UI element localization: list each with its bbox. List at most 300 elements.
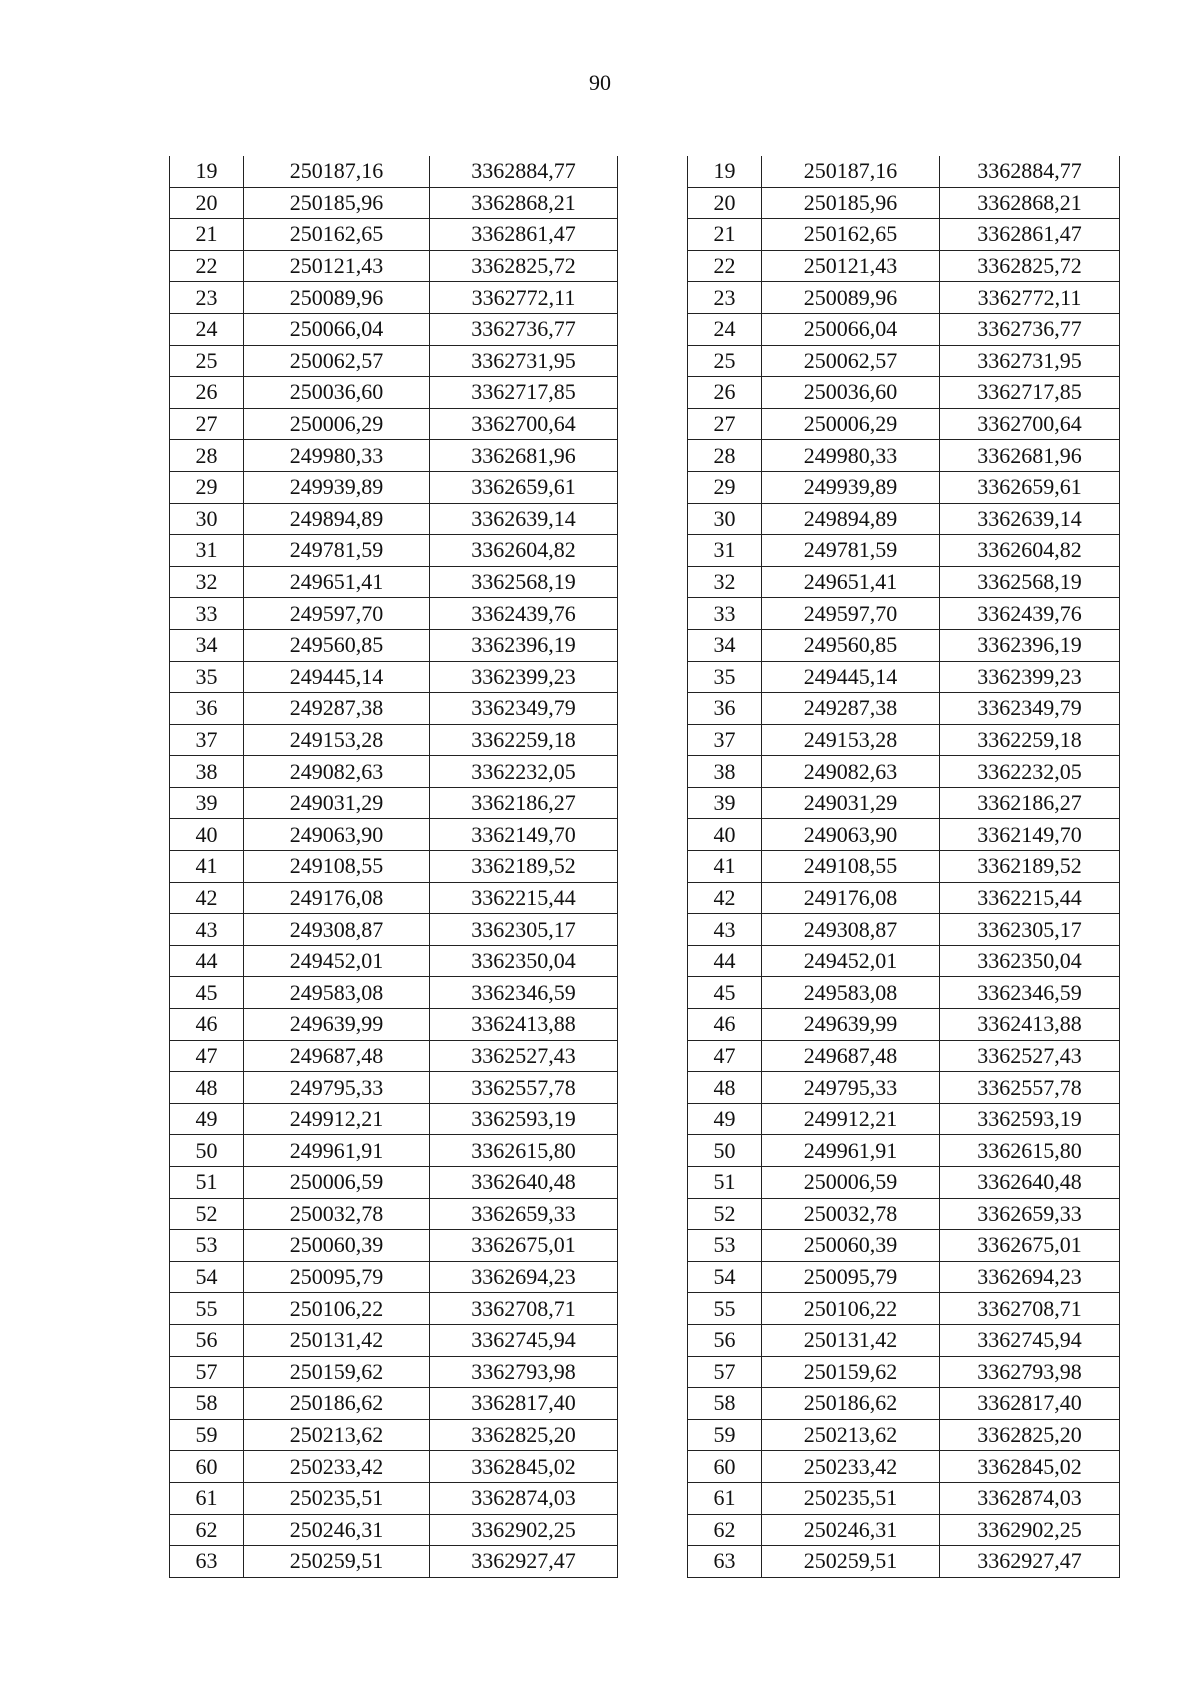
y-coordinate-cell: 3362736,77 [430,313,618,345]
x-coordinate-cell: 249795,33 [244,1072,430,1104]
point-number-cell: 39 [170,787,244,819]
point-number-cell: 63 [688,1546,762,1578]
x-coordinate-cell: 250187,16 [244,156,430,187]
point-number-cell: 54 [688,1261,762,1293]
x-coordinate-cell: 250259,51 [762,1546,940,1578]
y-coordinate-cell: 3362232,05 [940,756,1120,788]
y-coordinate-cell: 3362772,11 [430,282,618,314]
table-row [688,1293,1120,1325]
point-number-cell: 48 [170,1072,244,1104]
y-coordinate-cell: 3362259,18 [940,724,1120,756]
x-coordinate-cell: 250066,04 [762,313,940,345]
table-row [688,313,1120,345]
x-coordinate-cell: 250213,62 [762,1419,940,1451]
x-coordinate-cell: 249153,28 [244,724,430,756]
table-row [688,1419,1120,1451]
table-row [688,882,1120,914]
point-number-cell: 51 [688,1167,762,1199]
x-coordinate-cell: 249153,28 [762,724,940,756]
x-coordinate-cell: 249176,08 [762,882,940,914]
table-row [688,187,1120,219]
y-coordinate-cell: 3362874,03 [430,1482,618,1514]
point-number-cell: 31 [170,535,244,567]
table-row [170,882,618,914]
point-number-cell: 36 [170,693,244,725]
table-row [688,1103,1120,1135]
point-number-cell: 44 [688,945,762,977]
table-row [170,1040,618,1072]
y-coordinate-cell: 3362413,88 [430,1009,618,1041]
x-coordinate-cell: 249445,14 [244,661,430,693]
y-coordinate-cell: 3362593,19 [430,1103,618,1135]
table-row [688,945,1120,977]
x-coordinate-cell: 249583,08 [244,977,430,1009]
x-coordinate-cell: 250089,96 [762,282,940,314]
x-coordinate-cell: 250095,79 [762,1261,940,1293]
point-number-cell: 46 [170,1009,244,1041]
y-coordinate-cell: 3362700,64 [430,408,618,440]
point-number-cell: 61 [688,1482,762,1514]
y-coordinate-cell: 3362874,03 [940,1482,1120,1514]
table-row [170,156,618,187]
x-coordinate-cell: 250066,04 [244,313,430,345]
point-number-cell: 57 [688,1356,762,1388]
point-number-cell: 41 [688,851,762,883]
table-row [170,1072,618,1104]
table-row [170,819,618,851]
point-number-cell: 24 [688,313,762,345]
point-number-cell: 43 [170,914,244,946]
y-coordinate-cell: 3362527,43 [940,1040,1120,1072]
point-number-cell: 22 [688,250,762,282]
y-coordinate-cell: 3362215,44 [430,882,618,914]
point-number-cell: 25 [170,345,244,377]
table-row [688,282,1120,314]
y-coordinate-cell: 3362399,23 [430,661,618,693]
point-number-cell: 45 [170,977,244,1009]
table-row [170,535,618,567]
x-coordinate-cell: 250006,29 [244,408,430,440]
point-number-cell: 28 [170,440,244,472]
point-number-cell: 62 [688,1514,762,1546]
x-coordinate-cell: 249795,33 [762,1072,940,1104]
x-coordinate-cell: 249031,29 [244,787,430,819]
table-row [170,1261,618,1293]
y-coordinate-cell: 3362902,25 [940,1514,1120,1546]
y-coordinate-cell: 3362861,47 [430,219,618,251]
x-coordinate-cell: 250006,59 [244,1167,430,1199]
x-coordinate-cell: 249082,63 [244,756,430,788]
table-row [170,724,618,756]
y-coordinate-cell: 3362639,14 [430,503,618,535]
point-number-cell: 19 [170,156,244,187]
y-coordinate-cell: 3362615,80 [430,1135,618,1167]
table-row [170,345,618,377]
x-coordinate-cell: 250233,42 [244,1451,430,1483]
point-number-cell: 52 [688,1198,762,1230]
x-coordinate-cell: 250159,62 [244,1356,430,1388]
x-coordinate-cell: 250089,96 [244,282,430,314]
point-number-cell: 42 [170,882,244,914]
point-number-cell: 36 [688,693,762,725]
x-coordinate-cell: 250186,62 [244,1388,430,1420]
y-coordinate-cell: 3362604,82 [940,535,1120,567]
point-number-cell: 48 [688,1072,762,1104]
x-coordinate-cell: 250131,42 [762,1324,940,1356]
x-coordinate-cell: 250259,51 [244,1546,430,1578]
y-coordinate-cell: 3362568,19 [430,566,618,598]
x-coordinate-cell: 249063,90 [244,819,430,851]
x-coordinate-cell: 250060,39 [762,1230,940,1262]
point-number-cell: 53 [688,1230,762,1262]
x-coordinate-cell: 249961,91 [762,1135,940,1167]
x-coordinate-cell: 249560,85 [244,629,430,661]
y-coordinate-cell: 3362349,79 [430,693,618,725]
coordinates-table-right-body [688,156,1120,1577]
y-coordinate-cell: 3362349,79 [940,693,1120,725]
table-row [688,1135,1120,1167]
y-coordinate-cell: 3362640,48 [430,1167,618,1199]
point-number-cell: 29 [688,471,762,503]
table-row [170,313,618,345]
point-number-cell: 26 [170,377,244,409]
x-coordinate-cell: 249894,89 [762,503,940,535]
table-row [170,1514,618,1546]
point-number-cell: 57 [170,1356,244,1388]
y-coordinate-cell: 3362817,40 [940,1388,1120,1420]
y-coordinate-cell: 3362675,01 [940,1230,1120,1262]
table-row [688,440,1120,472]
point-number-cell: 53 [170,1230,244,1262]
table-row [170,1356,618,1388]
point-number-cell: 35 [170,661,244,693]
point-number-cell: 28 [688,440,762,472]
table-row [170,1388,618,1420]
point-number-cell: 46 [688,1009,762,1041]
table-row [170,566,618,598]
point-number-cell: 20 [170,187,244,219]
table-row [688,851,1120,883]
y-coordinate-cell: 3362186,27 [940,787,1120,819]
page-number: 90 [589,70,611,95]
y-coordinate-cell: 3362884,77 [430,156,618,187]
table-row [170,1135,618,1167]
y-coordinate-cell: 3362825,72 [940,250,1120,282]
y-coordinate-cell: 3362736,77 [940,313,1120,345]
point-number-cell: 27 [170,408,244,440]
table-row [170,661,618,693]
y-coordinate-cell: 3362745,94 [940,1324,1120,1356]
y-coordinate-cell: 3362772,11 [940,282,1120,314]
table-row [170,851,618,883]
y-coordinate-cell: 3362708,71 [430,1293,618,1325]
table-row [688,408,1120,440]
table-row [170,282,618,314]
y-coordinate-cell: 3362868,21 [940,187,1120,219]
point-number-cell: 60 [170,1451,244,1483]
point-number-cell: 34 [170,629,244,661]
table-row [170,1293,618,1325]
point-number-cell: 20 [688,187,762,219]
x-coordinate-cell: 250186,62 [762,1388,940,1420]
point-number-cell: 38 [688,756,762,788]
y-coordinate-cell: 3362659,33 [940,1198,1120,1230]
y-coordinate-cell: 3362694,23 [940,1261,1120,1293]
y-coordinate-cell: 3362884,77 [940,156,1120,187]
point-number-cell: 30 [170,503,244,535]
table-row [688,156,1120,187]
point-number-cell: 55 [170,1293,244,1325]
point-number-cell: 30 [688,503,762,535]
y-coordinate-cell: 3362413,88 [940,1009,1120,1041]
y-coordinate-cell: 3362189,52 [940,851,1120,883]
x-coordinate-cell: 250106,22 [762,1293,940,1325]
y-coordinate-cell: 3362717,85 [430,377,618,409]
point-number-cell: 49 [688,1103,762,1135]
coordinates-table-right [687,156,1120,1578]
point-number-cell: 58 [688,1388,762,1420]
y-coordinate-cell: 3362396,19 [430,629,618,661]
x-coordinate-cell: 249308,87 [762,914,940,946]
table-row [170,787,618,819]
table-row [688,787,1120,819]
table-row [170,1167,618,1199]
point-number-cell: 33 [688,598,762,630]
table-row [170,977,618,1009]
y-coordinate-cell: 3362568,19 [940,566,1120,598]
y-coordinate-cell: 3362396,19 [940,629,1120,661]
y-coordinate-cell: 3362694,23 [430,1261,618,1293]
y-coordinate-cell: 3362557,78 [940,1072,1120,1104]
table-row [170,1324,618,1356]
x-coordinate-cell: 250185,96 [244,187,430,219]
point-number-cell: 47 [688,1040,762,1072]
x-coordinate-cell: 250032,78 [244,1198,430,1230]
x-coordinate-cell: 249560,85 [762,629,940,661]
x-coordinate-cell: 249639,99 [244,1009,430,1041]
y-coordinate-cell: 3362305,17 [940,914,1120,946]
table-row [688,471,1120,503]
table-row [170,187,618,219]
x-coordinate-cell: 249639,99 [762,1009,940,1041]
table-row [688,661,1120,693]
y-coordinate-cell: 3362675,01 [430,1230,618,1262]
y-coordinate-cell: 3362861,47 [940,219,1120,251]
y-coordinate-cell: 3362557,78 [430,1072,618,1104]
point-number-cell: 56 [688,1324,762,1356]
table-row [170,219,618,251]
x-coordinate-cell: 250036,60 [244,377,430,409]
table-row [688,250,1120,282]
y-coordinate-cell: 3362232,05 [430,756,618,788]
x-coordinate-cell: 249687,48 [244,1040,430,1072]
table-row [688,566,1120,598]
table-row [688,1388,1120,1420]
y-coordinate-cell: 3362708,71 [940,1293,1120,1325]
y-coordinate-cell: 3362186,27 [430,787,618,819]
table-row [170,503,618,535]
point-number-cell: 59 [688,1419,762,1451]
table-row [688,377,1120,409]
y-coordinate-cell: 3362927,47 [430,1546,618,1578]
x-coordinate-cell: 249781,59 [244,535,430,567]
table-row [170,471,618,503]
table-row [170,945,618,977]
point-number-cell: 32 [688,566,762,598]
point-number-cell: 54 [170,1261,244,1293]
x-coordinate-cell: 249651,41 [244,566,430,598]
x-coordinate-cell: 249781,59 [762,535,940,567]
x-coordinate-cell: 249651,41 [762,566,940,598]
table-row [170,1230,618,1262]
y-coordinate-cell: 3362659,61 [940,471,1120,503]
y-coordinate-cell: 3362149,70 [430,819,618,851]
y-coordinate-cell: 3362868,21 [430,187,618,219]
x-coordinate-cell: 250036,60 [762,377,940,409]
x-coordinate-cell: 249452,01 [244,945,430,977]
table-row [688,1167,1120,1199]
table-row [170,1009,618,1041]
x-coordinate-cell: 250106,22 [244,1293,430,1325]
coordinates-table-left-body [170,156,618,1577]
table-row [688,977,1120,1009]
point-number-cell: 21 [688,219,762,251]
x-coordinate-cell: 249445,14 [762,661,940,693]
table-row [688,1546,1120,1578]
point-number-cell: 39 [688,787,762,819]
point-number-cell: 45 [688,977,762,1009]
point-number-cell: 37 [170,724,244,756]
table-row [170,598,618,630]
y-coordinate-cell: 3362659,33 [430,1198,618,1230]
x-coordinate-cell: 249063,90 [762,819,940,851]
table-row [170,1546,618,1578]
point-number-cell: 38 [170,756,244,788]
point-number-cell: 58 [170,1388,244,1420]
x-coordinate-cell: 249597,70 [762,598,940,630]
y-coordinate-cell: 3362615,80 [940,1135,1120,1167]
point-number-cell: 24 [170,313,244,345]
x-coordinate-cell: 249287,38 [244,693,430,725]
x-coordinate-cell: 250162,65 [244,219,430,251]
table-row [688,1356,1120,1388]
y-coordinate-cell: 3362439,76 [430,598,618,630]
x-coordinate-cell: 250233,42 [762,1451,940,1483]
x-coordinate-cell: 250159,62 [762,1356,940,1388]
table-row [688,693,1120,725]
table-row [170,1103,618,1135]
table-row [170,693,618,725]
point-number-cell: 23 [170,282,244,314]
point-number-cell: 49 [170,1103,244,1135]
x-coordinate-cell: 250246,31 [762,1514,940,1546]
x-coordinate-cell: 249912,21 [762,1103,940,1135]
table-row [688,1514,1120,1546]
y-coordinate-cell: 3362346,59 [430,977,618,1009]
table-row [688,1009,1120,1041]
table-row [688,756,1120,788]
point-number-cell: 56 [170,1324,244,1356]
table-row [170,1482,618,1514]
point-number-cell: 29 [170,471,244,503]
coordinates-table-left [169,156,618,1578]
x-coordinate-cell: 249939,89 [244,471,430,503]
x-coordinate-cell: 249287,38 [762,693,940,725]
point-number-cell: 27 [688,408,762,440]
x-coordinate-cell: 250235,51 [244,1482,430,1514]
x-coordinate-cell: 250006,29 [762,408,940,440]
x-coordinate-cell: 250121,43 [244,250,430,282]
table-row [688,345,1120,377]
x-coordinate-cell: 250162,65 [762,219,940,251]
table-row [688,1482,1120,1514]
y-coordinate-cell: 3362681,96 [430,440,618,472]
y-coordinate-cell: 3362825,20 [940,1419,1120,1451]
table-row [688,724,1120,756]
y-coordinate-cell: 3362825,20 [430,1419,618,1451]
y-coordinate-cell: 3362350,04 [940,945,1120,977]
y-coordinate-cell: 3362731,95 [430,345,618,377]
y-coordinate-cell: 3362825,72 [430,250,618,282]
x-coordinate-cell: 249176,08 [244,882,430,914]
x-coordinate-cell: 250006,59 [762,1167,940,1199]
x-coordinate-cell: 250187,16 [762,156,940,187]
x-coordinate-cell: 250131,42 [244,1324,430,1356]
point-number-cell: 59 [170,1419,244,1451]
x-coordinate-cell: 249583,08 [762,977,940,1009]
y-coordinate-cell: 3362927,47 [940,1546,1120,1578]
x-coordinate-cell: 249082,63 [762,756,940,788]
x-coordinate-cell: 249308,87 [244,914,430,946]
x-coordinate-cell: 250060,39 [244,1230,430,1262]
point-number-cell: 41 [170,851,244,883]
y-coordinate-cell: 3362817,40 [430,1388,618,1420]
table-row [688,598,1120,630]
table-row [688,1198,1120,1230]
table-row [688,629,1120,661]
point-number-cell: 26 [688,377,762,409]
table-row [170,408,618,440]
y-coordinate-cell: 3362745,94 [430,1324,618,1356]
table-row [688,914,1120,946]
x-coordinate-cell: 250032,78 [762,1198,940,1230]
point-number-cell: 35 [688,661,762,693]
x-coordinate-cell: 250062,57 [244,345,430,377]
y-coordinate-cell: 3362717,85 [940,377,1120,409]
point-number-cell: 42 [688,882,762,914]
table-row [688,1040,1120,1072]
table-row [170,629,618,661]
point-number-cell: 37 [688,724,762,756]
y-coordinate-cell: 3362640,48 [940,1167,1120,1199]
x-coordinate-cell: 249108,55 [762,851,940,883]
point-number-cell: 31 [688,535,762,567]
point-number-cell: 52 [170,1198,244,1230]
table-row [688,1230,1120,1262]
x-coordinate-cell: 250185,96 [762,187,940,219]
point-number-cell: 55 [688,1293,762,1325]
y-coordinate-cell: 3362902,25 [430,1514,618,1546]
x-coordinate-cell: 250095,79 [244,1261,430,1293]
point-number-cell: 63 [170,1546,244,1578]
y-coordinate-cell: 3362593,19 [940,1103,1120,1135]
y-coordinate-cell: 3362350,04 [430,945,618,977]
x-coordinate-cell: 249939,89 [762,471,940,503]
x-coordinate-cell: 250121,43 [762,250,940,282]
point-number-cell: 23 [688,282,762,314]
table-row [688,219,1120,251]
table-row [688,1261,1120,1293]
